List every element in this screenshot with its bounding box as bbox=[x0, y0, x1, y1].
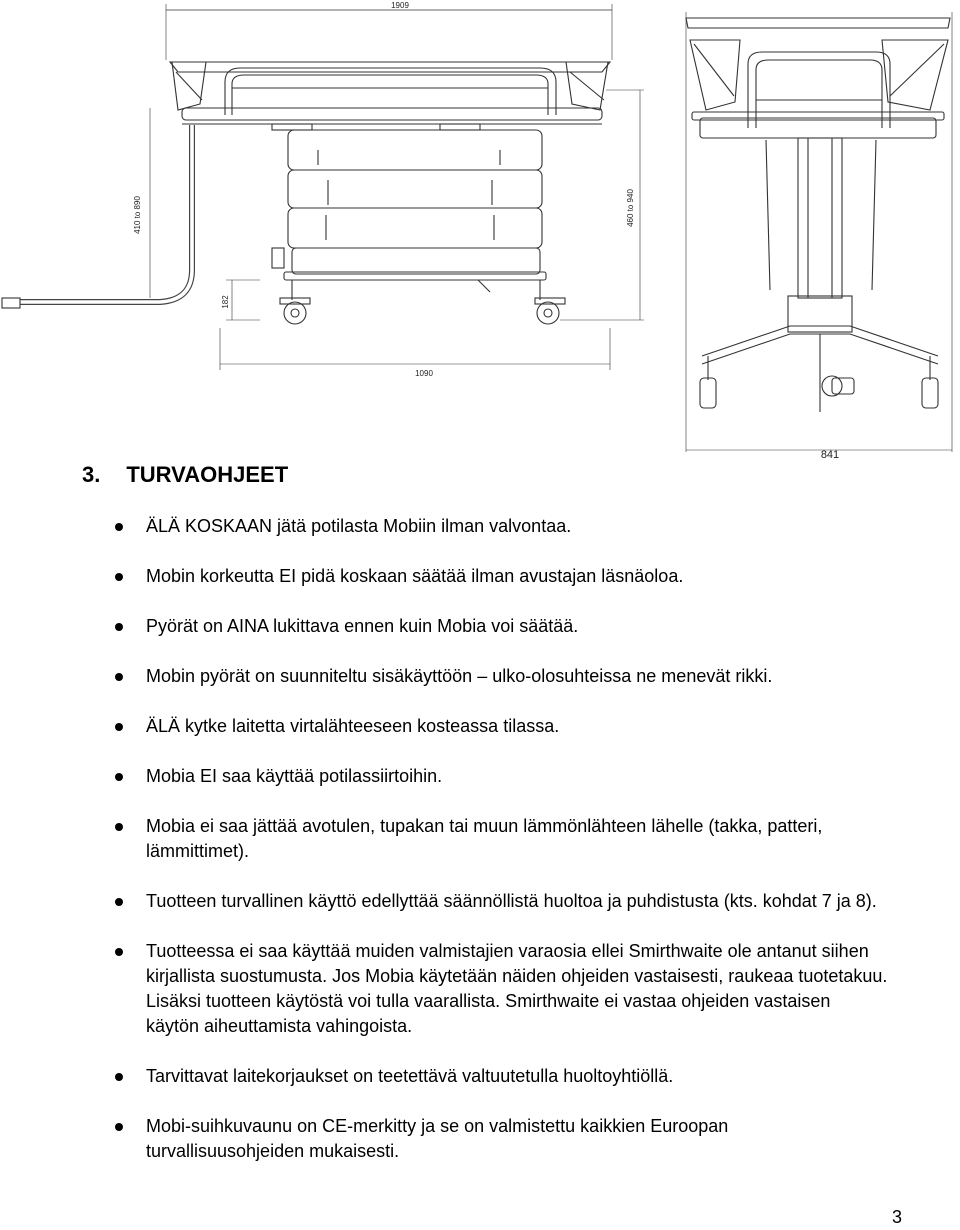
section-number: 3. bbox=[82, 462, 101, 487]
bullet-icon bbox=[115, 1123, 123, 1131]
bullet-icon bbox=[115, 1073, 123, 1081]
list-item bbox=[108, 764, 888, 789]
bullet-icon bbox=[115, 723, 123, 731]
list-item bbox=[108, 939, 888, 1039]
list-item-text: Mobin pyörät on suunniteltu sisäkäyttöön – ulko-olosuhteissa ne menevät rikki. bbox=[146, 666, 773, 686]
list-item-text: ÄLÄ KOSKAAN jätä potilasta Mobiin ilman valvontaa. bbox=[146, 516, 572, 536]
page-number: 3 bbox=[892, 1207, 903, 1227]
side-view-dimension-labels bbox=[133, 1, 635, 378]
list-item bbox=[108, 889, 888, 914]
list-item-text: Mobi-suihkuvaunu on CE-merkitty ja se on valmistettu kaikkien Euroopan turvallisuusohjeiden mukaisesti. bbox=[146, 1116, 729, 1161]
list-item-text: Tuotteessa ei saa käyttää muiden valmistajien varaosia ellei Smirthwaite ole antanut siihen kirjallista suostumusta. Jos Mobia käytetään näiden ohjeiden vastaisesti, raukeaa tuotetakuu. Lisäksi tuotteen käytöstä voi tulla vaarallista. Smirthwaite ei vastaa ohjeiden vastaisen käytön aiheuttamista vahingoista. bbox=[146, 941, 888, 1036]
bullet-icon bbox=[115, 523, 123, 531]
list-item-text: Mobin korkeutta EI pidä koskaan säätää ilman avustajan läsnäoloa. bbox=[146, 566, 684, 586]
list-item bbox=[108, 714, 888, 739]
list-item bbox=[108, 1064, 888, 1089]
end-view-drawing bbox=[686, 12, 952, 452]
bullet-icon bbox=[115, 623, 123, 631]
list-item-text: Tuotteen turvallinen käyttö edellyttää säännöllistä huoltoa ja puhdistusta (kts. kohdat 7 ja 8). bbox=[146, 891, 877, 911]
section-heading bbox=[82, 462, 288, 488]
list-item bbox=[108, 614, 888, 639]
side-view-drawing bbox=[2, 4, 644, 370]
dim-side-clearance: 182 bbox=[221, 295, 230, 309]
dim-side-base-length: 1090 bbox=[415, 369, 433, 378]
bullet-icon bbox=[115, 673, 123, 681]
list-item-text: Mobia ei saa jättää avotulen, tupakan tai muun lämmönlähteen lähelle (takka, patteri, lämmittimet). bbox=[146, 816, 823, 861]
bullet-icon bbox=[115, 823, 123, 831]
list-item-text: ÄLÄ kytke laitetta virtalähteeseen kosteassa tilassa. bbox=[146, 716, 560, 736]
list-item-text: Tarvittavat laitekorjaukset on teetettävä valtuutetulla huoltoyhtiöllä. bbox=[146, 1066, 674, 1086]
list-item bbox=[108, 814, 888, 864]
bullet-icon bbox=[115, 773, 123, 781]
dim-side-height-right: 460 to 940 bbox=[626, 189, 635, 227]
list-item bbox=[108, 514, 888, 539]
technical-drawings bbox=[0, 0, 960, 470]
list-item bbox=[108, 1114, 888, 1164]
bullet-icon bbox=[115, 948, 123, 956]
dim-end-width: 841 bbox=[820, 449, 840, 461]
list-item-text: Mobia EI saa käyttää potilassiirtoihin. bbox=[146, 766, 443, 786]
list-item-text: Pyörät on AINA lukittava ennen kuin Mobia voi säätää. bbox=[146, 616, 579, 636]
section-title: TURVAOHJEET bbox=[126, 462, 289, 487]
safety-instructions-list bbox=[108, 514, 888, 1164]
dim-side-height-range: 410 to 890 bbox=[133, 196, 142, 234]
dim-side-length: 1909 bbox=[391, 1, 409, 10]
list-item bbox=[108, 664, 888, 689]
bullet-icon bbox=[115, 573, 123, 581]
bullet-icon bbox=[115, 898, 123, 906]
list-item bbox=[108, 564, 888, 589]
